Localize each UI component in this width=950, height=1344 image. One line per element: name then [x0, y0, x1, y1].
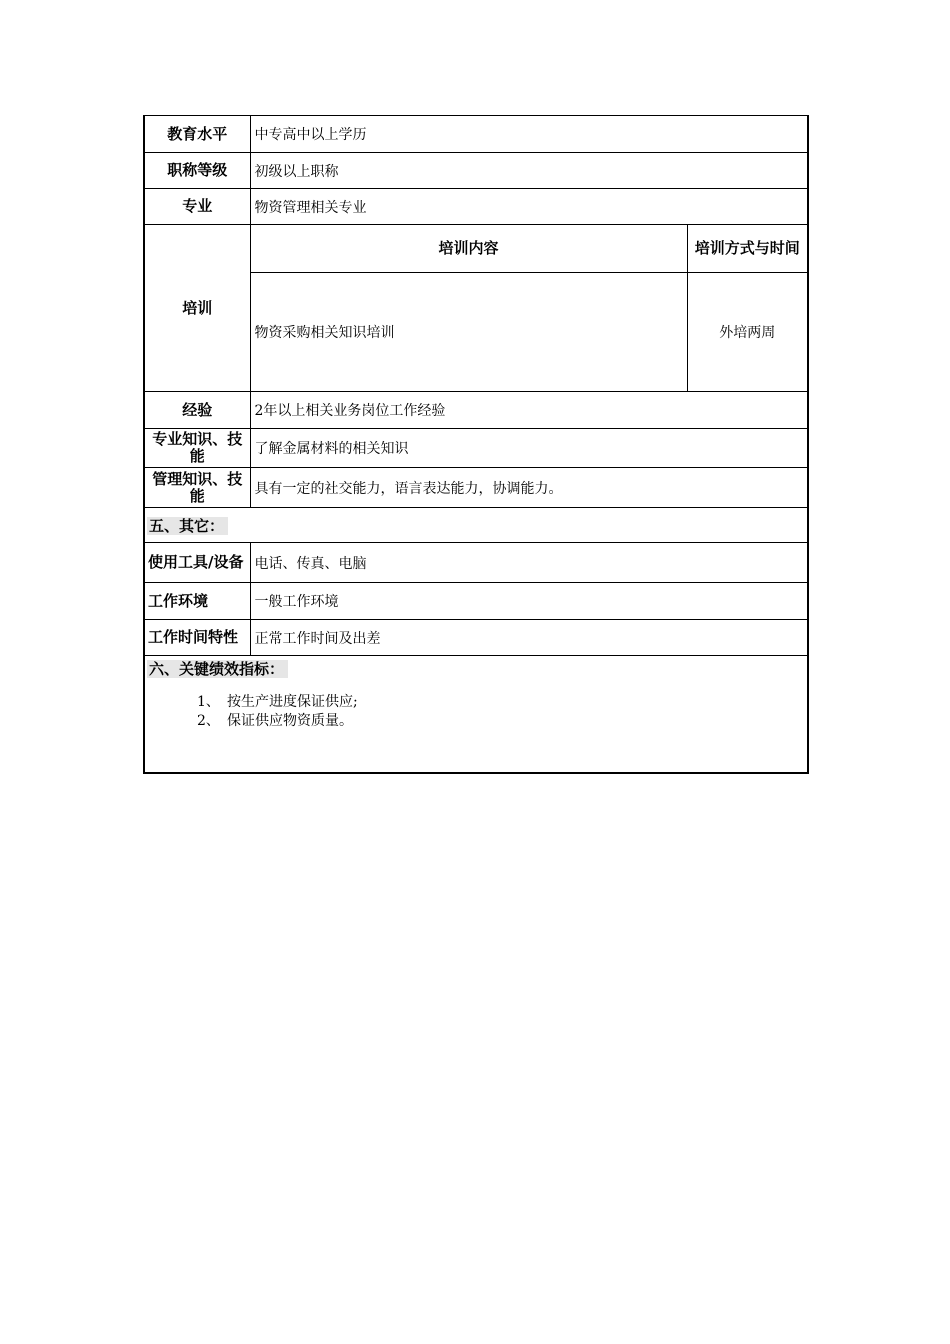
training-header-row	[144, 225, 808, 273]
kpi-item-number: 1、	[197, 694, 220, 710]
experience-label: 经验	[144, 392, 250, 429]
job-description-table-page	[143, 115, 807, 774]
experience-value: 2年以上相关业务岗位工作经验	[250, 392, 808, 429]
major-value: 物资管理相关专业	[250, 189, 808, 225]
professional-skills-value: 了解金属材料的相关知识	[250, 429, 808, 468]
section6-title: 六、关键绩效指标：	[147, 660, 288, 678]
education-value: 中专高中以上学历	[250, 116, 808, 153]
major-label: 专业	[144, 189, 250, 225]
title-level-row	[144, 153, 808, 189]
professional-skills-row	[144, 429, 808, 468]
training-method-value: 外培两周	[687, 273, 808, 392]
tools-row	[144, 543, 808, 583]
experience-row	[144, 392, 808, 429]
section5-title: 五、其它：	[147, 517, 228, 535]
major-row	[144, 189, 808, 225]
training-content-header: 培训内容	[250, 225, 687, 273]
management-skills-row	[144, 468, 808, 508]
kpi-item	[197, 712, 807, 731]
section6-title-wrap	[145, 656, 807, 679]
kpi-item	[197, 693, 807, 712]
management-skills-value: 具有一定的社交能力，语言表达能力，协调能力。	[250, 468, 808, 508]
environment-value: 一般工作环境	[250, 583, 808, 620]
education-label: 教育水平	[144, 116, 250, 153]
tools-value: 电话、传真、电脑	[250, 543, 808, 583]
training-label: 培训	[144, 225, 250, 392]
work-time-value: 正常工作时间及出差	[250, 620, 808, 656]
kpi-item-text: 按生产进度保证供应;	[227, 694, 358, 710]
section5-title-row	[144, 508, 808, 543]
section5-title-cell	[144, 508, 808, 543]
kpi-item-number: 2、	[197, 713, 220, 729]
work-time-label: 工作时间特性	[144, 620, 250, 656]
work-time-row	[144, 620, 808, 656]
training-content-value: 物资采购相关知识培训	[250, 273, 687, 392]
section6-row	[144, 656, 808, 773]
kpi-item-text: 保证供应物资质量。	[227, 713, 353, 729]
management-skills-label: 管理知识、技能	[144, 468, 250, 508]
training-method-header: 培训方式与时间	[687, 225, 808, 273]
title-level-label: 职称等级	[144, 153, 250, 189]
tools-label: 使用工具/设备	[144, 543, 250, 583]
environment-row	[144, 583, 808, 620]
kpi-list	[145, 693, 807, 731]
education-row	[144, 116, 808, 153]
job-requirements-table	[143, 115, 809, 774]
professional-skills-label: 专业知识、技能	[144, 429, 250, 468]
environment-label: 工作环境	[144, 583, 250, 620]
section6-cell	[144, 656, 808, 773]
title-level-value: 初级以上职称	[250, 153, 808, 189]
